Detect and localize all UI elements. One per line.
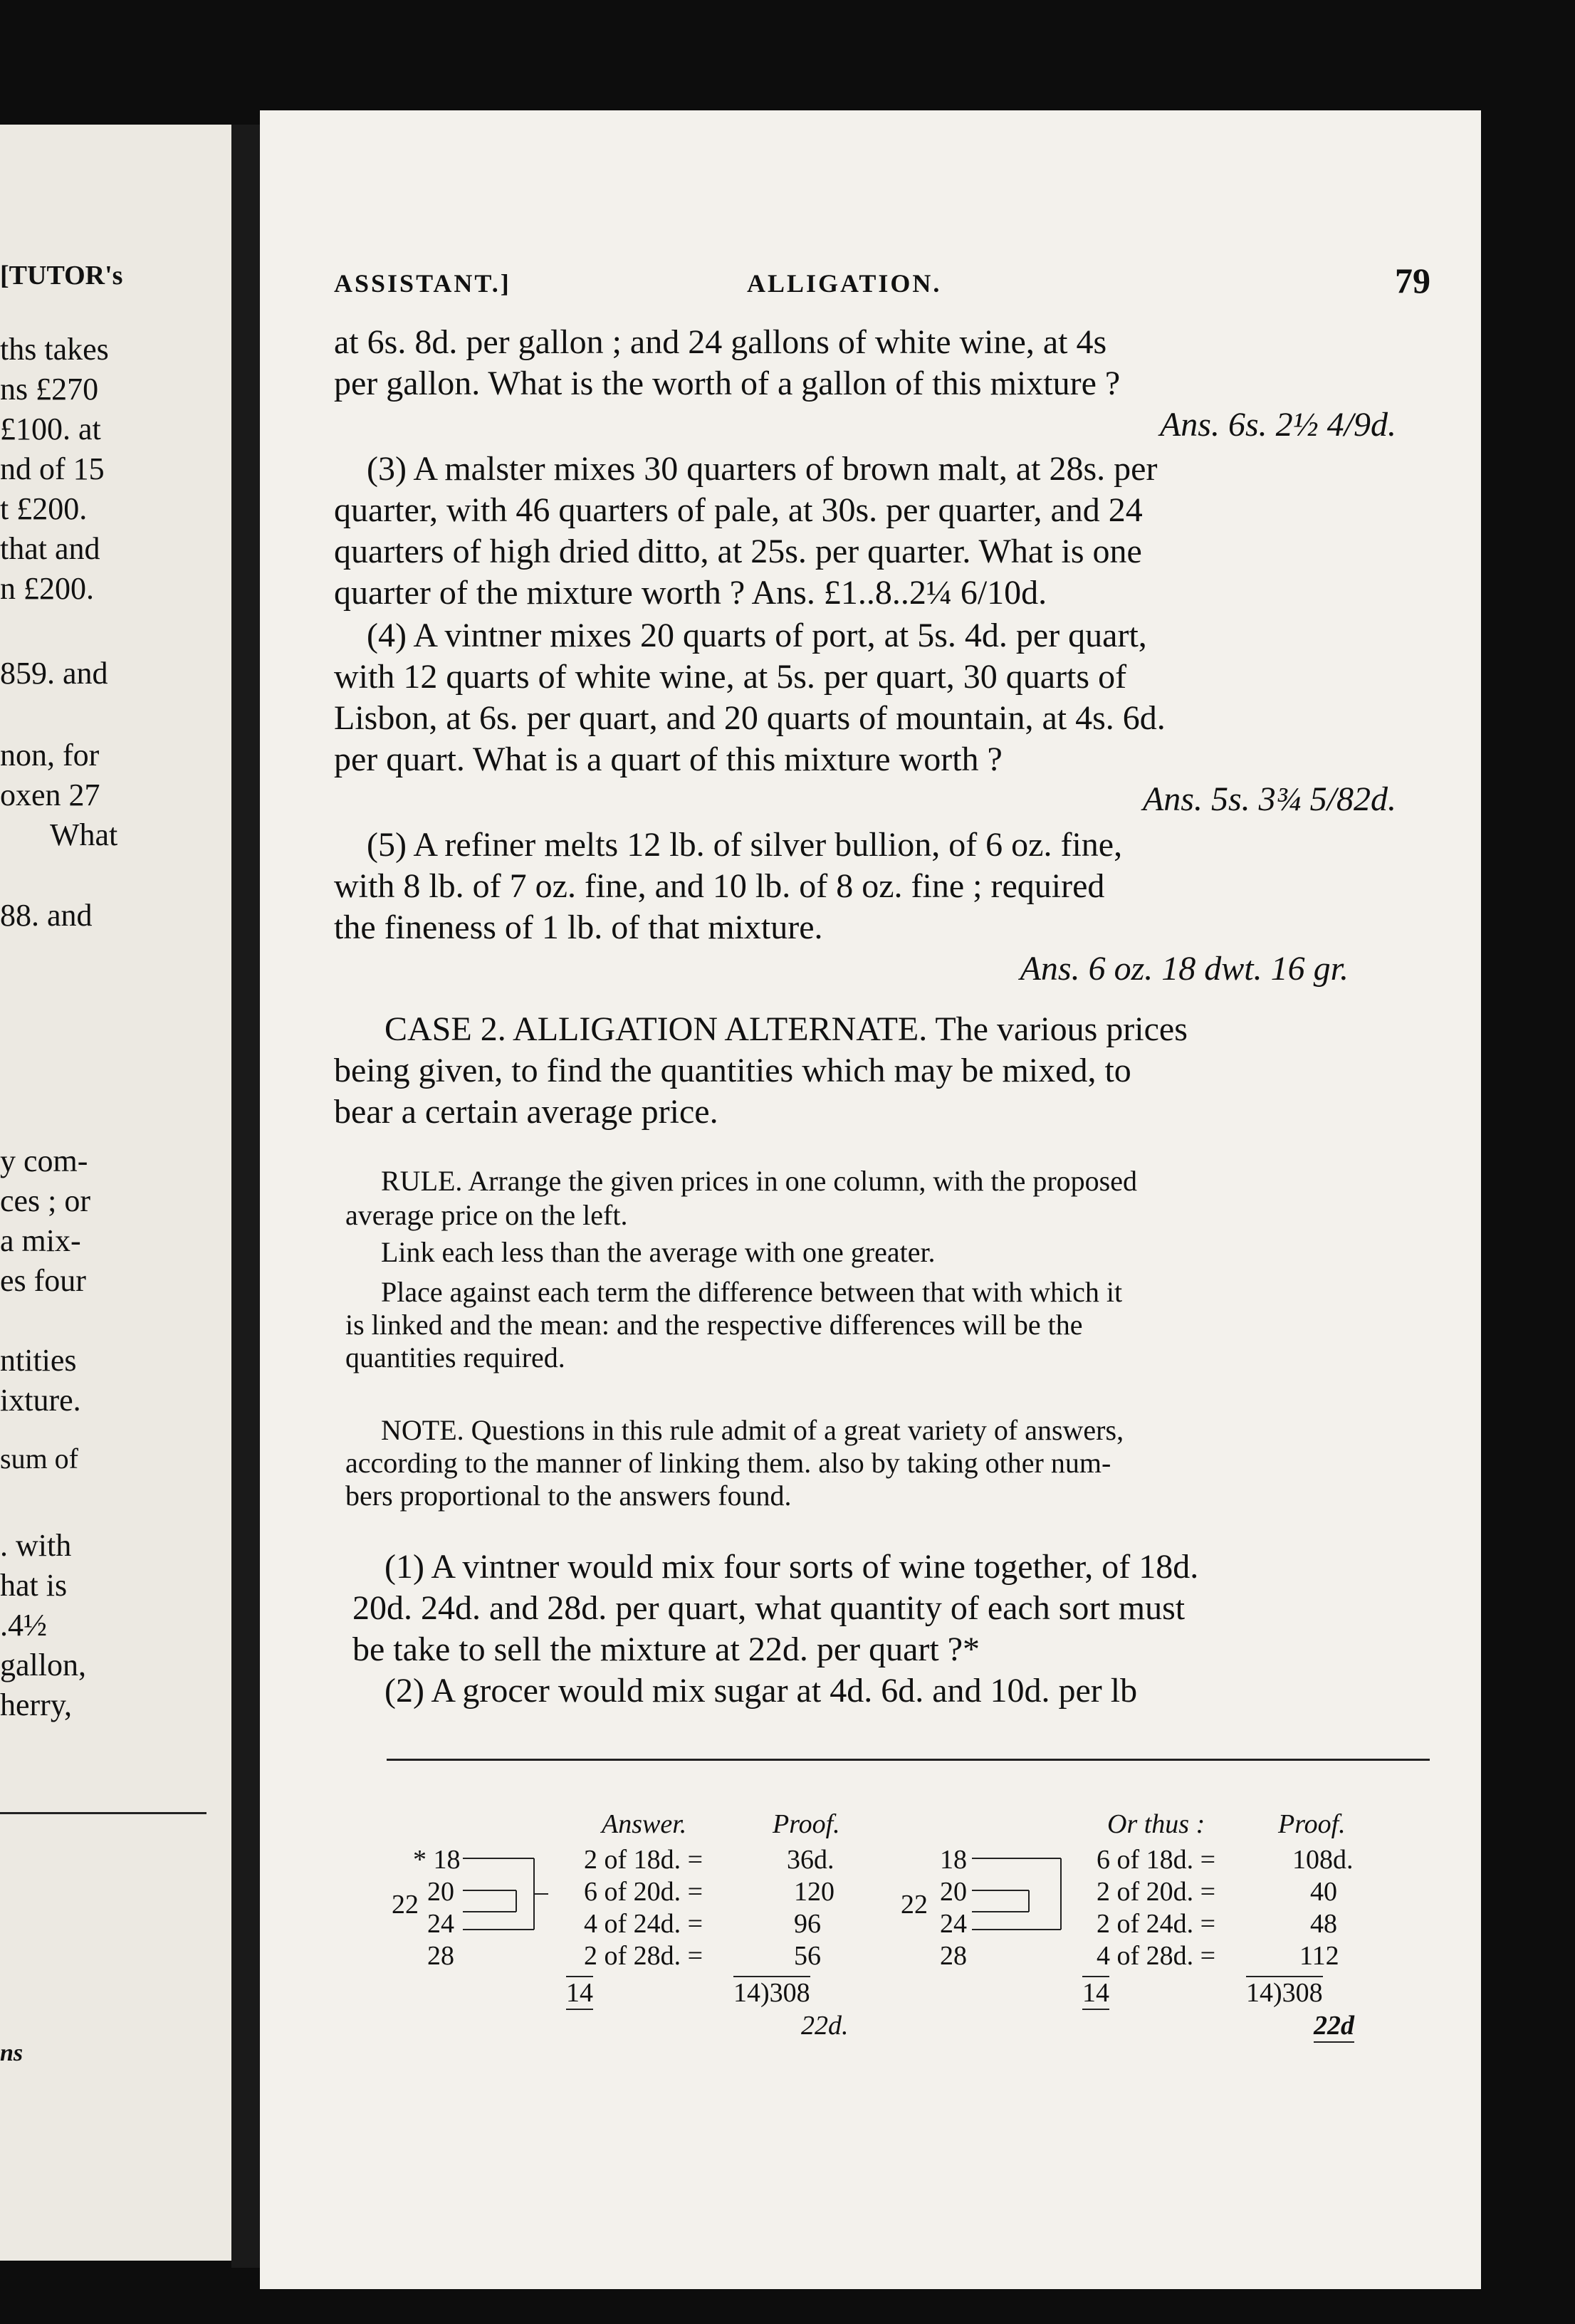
text-line: (3) A malster mixes 30 quarters of brown malt, at 28s. per — [367, 450, 1158, 488]
mean-value: 22 — [392, 1890, 419, 1920]
text-line: per quart. What is a quart of this mixture worth ? — [334, 740, 1003, 778]
text-line: at 6s. 8d. per gallon ; and 24 gallons of white wine, at 4s — [334, 323, 1107, 361]
header-left: ASSISTANT.] — [334, 269, 511, 298]
proof-heading: Proof. — [773, 1809, 840, 1839]
proof-row: 108d. — [1292, 1845, 1354, 1875]
proof-row: 48 — [1310, 1909, 1337, 1939]
answer-row: 4 of 24d. = — [584, 1909, 703, 1939]
left-line: hat is — [0, 1568, 68, 1603]
proof-row: 112 — [1299, 1941, 1339, 1971]
left-line: nd of 15 — [0, 451, 105, 486]
page-number: 79 — [1395, 261, 1430, 300]
left-header: [TUTOR's — [0, 261, 123, 290]
left-line: a mix- — [0, 1223, 81, 1258]
total: 14 — [1082, 1976, 1109, 2010]
text-line: be take to sell the mixture at 22d. per quart ?* — [352, 1631, 980, 1668]
left-line: ixture. — [0, 1383, 81, 1418]
left-line: ns — [0, 2040, 23, 2066]
text-line: quarters of high dried ditto, at 25s. per quarter. What is one — [334, 533, 1142, 570]
left-line: oxen 27 — [0, 778, 100, 812]
rule-text: is linked and the mean: and the respective differences will be the — [345, 1309, 1083, 1341]
answer-heading: Or thus : — [1107, 1809, 1205, 1839]
left-line: 859. and — [0, 656, 108, 691]
left-line: What — [50, 817, 118, 852]
text-line: quarter of the mixture worth ? Ans. £1..8..2¼ 6/10d. — [334, 574, 1047, 612]
left-line: herry, — [0, 1687, 72, 1722]
proof-row: 40 — [1310, 1877, 1337, 1907]
left-line: non, for — [0, 738, 100, 773]
left-line: £100. at — [0, 412, 101, 446]
answer-row: 4 of 28d. = — [1097, 1941, 1216, 1971]
text-line: (1) A vintner would mix four sorts of wine together, of 18d. — [384, 1548, 1199, 1586]
mean-value: 22 — [901, 1890, 928, 1920]
answer-row: 2 of 18d. = — [584, 1845, 703, 1875]
left-footnote-rule — [0, 1812, 206, 1814]
price: 24 — [427, 1909, 454, 1939]
left-line: ns £270 — [0, 372, 99, 407]
left-line: . with — [0, 1528, 72, 1563]
price: 24 — [940, 1909, 967, 1939]
text-line: with 12 quarts of white wine, at 5s. per quart, 30 quarts of — [334, 658, 1127, 696]
left-line: that and — [0, 531, 100, 566]
left-line: 88. and — [0, 898, 93, 933]
linking-brackets — [972, 1841, 1079, 1969]
price: 20 — [427, 1877, 454, 1907]
proof-row: 36d. — [787, 1845, 834, 1875]
left-line: ntities — [0, 1343, 77, 1378]
left-line: ths takes — [0, 332, 109, 367]
price: 20 — [940, 1877, 967, 1907]
answer-line: Ans. 6 oz. 18 dwt. 16 gr. — [1020, 950, 1349, 988]
text-line: the fineness of 1 lb. of that mixture. — [334, 909, 823, 946]
text-line: being given, to find the quantities which may be mixed, to — [334, 1052, 1131, 1089]
proof-row: 96 — [794, 1909, 821, 1939]
case-heading: CASE 2. ALLIGATION ALTERNATE. The various prices — [384, 1010, 1188, 1048]
proof-row: 56 — [794, 1941, 821, 1971]
left-line: t £200. — [0, 491, 88, 526]
left-line: es four — [0, 1263, 86, 1298]
left-line: y com- — [0, 1143, 88, 1178]
price: 18 — [940, 1845, 967, 1875]
result: 22d. — [801, 2011, 849, 2041]
answer-row: 2 of 24d. = — [1097, 1909, 1216, 1939]
note-text: bers proportional to the answers found. — [345, 1480, 792, 1512]
answer-row: 2 of 28d. = — [584, 1941, 703, 1971]
linking-brackets — [463, 1841, 555, 1969]
rule-text: RULE. Arrange the given prices in one column, with the proposed — [381, 1165, 1137, 1197]
left-line: sum of — [0, 1443, 78, 1475]
rule-text: Place against each term the difference between that with which it — [381, 1276, 1123, 1308]
book-page — [260, 110, 1481, 2289]
note-text: according to the manner of linking them. also by taking other num- — [345, 1447, 1111, 1479]
text-line: (2) A grocer would mix sugar at 4d. 6d. and 10d. per lb — [384, 1672, 1138, 1710]
rule-text: Link each less than the average with one greater. — [381, 1236, 936, 1268]
book-gutter — [231, 125, 260, 2268]
left-page — [0, 125, 231, 2261]
text-line: Lisbon, at 6s. per quart, and 20 quarts of mountain, at 4s. 6d. — [334, 699, 1166, 737]
price: * 18 — [413, 1845, 461, 1875]
note-text: NOTE. Questions in this rule admit of a great variety of answers, — [381, 1414, 1124, 1446]
proof-row: 120 — [794, 1877, 834, 1907]
footnote-rule — [387, 1759, 1430, 1761]
left-line: .4½ — [0, 1608, 47, 1643]
price: 28 — [427, 1941, 454, 1971]
rule-text: quantities required. — [345, 1341, 565, 1373]
answer-row: 2 of 20d. = — [1097, 1877, 1216, 1907]
running-header — [334, 260, 1430, 303]
text-line: (5) A refiner melts 12 lb. of silver bullion, of 6 oz. fine, — [367, 826, 1123, 864]
text-line: per gallon. What is the worth of a gallon of this mixture ? — [334, 365, 1121, 402]
answer-row: 6 of 20d. = — [584, 1877, 703, 1907]
text-line: bear a certain average price. — [334, 1093, 718, 1131]
answer-heading: Answer. — [602, 1809, 687, 1839]
left-line: n £200. — [0, 571, 94, 606]
division: 14)308 — [1246, 1976, 1323, 2009]
header-title: ALLIGATION. — [747, 269, 942, 298]
text-line: quarter, with 46 quarters of pale, at 30s. per quarter, and 24 — [334, 491, 1143, 529]
price: 28 — [940, 1941, 967, 1971]
left-line: gallon, — [0, 1648, 86, 1682]
answer-line: Ans. 6s. 2½ 4/9d. — [1159, 406, 1396, 444]
proof-heading: Proof. — [1278, 1809, 1346, 1839]
result: 22d — [1314, 2010, 1354, 2043]
text-line: (4) A vintner mixes 20 quarts of port, at 5s. 4d. per quart, — [367, 617, 1147, 654]
text-line: 20d. 24d. and 28d. per quart, what quantity of each sort must — [352, 1589, 1186, 1627]
left-line: ces ; or — [0, 1183, 91, 1218]
answer-line: Ans. 5s. 3¾ 5/82d. — [1142, 780, 1396, 818]
answer-row: 6 of 18d. = — [1097, 1845, 1216, 1875]
division: 14)308 — [733, 1976, 810, 2009]
text-line: with 8 lb. of 7 oz. fine, and 10 lb. of 8 oz. fine ; required — [334, 867, 1105, 905]
total: 14 — [566, 1976, 593, 2010]
rule-text: average price on the left. — [345, 1199, 628, 1231]
